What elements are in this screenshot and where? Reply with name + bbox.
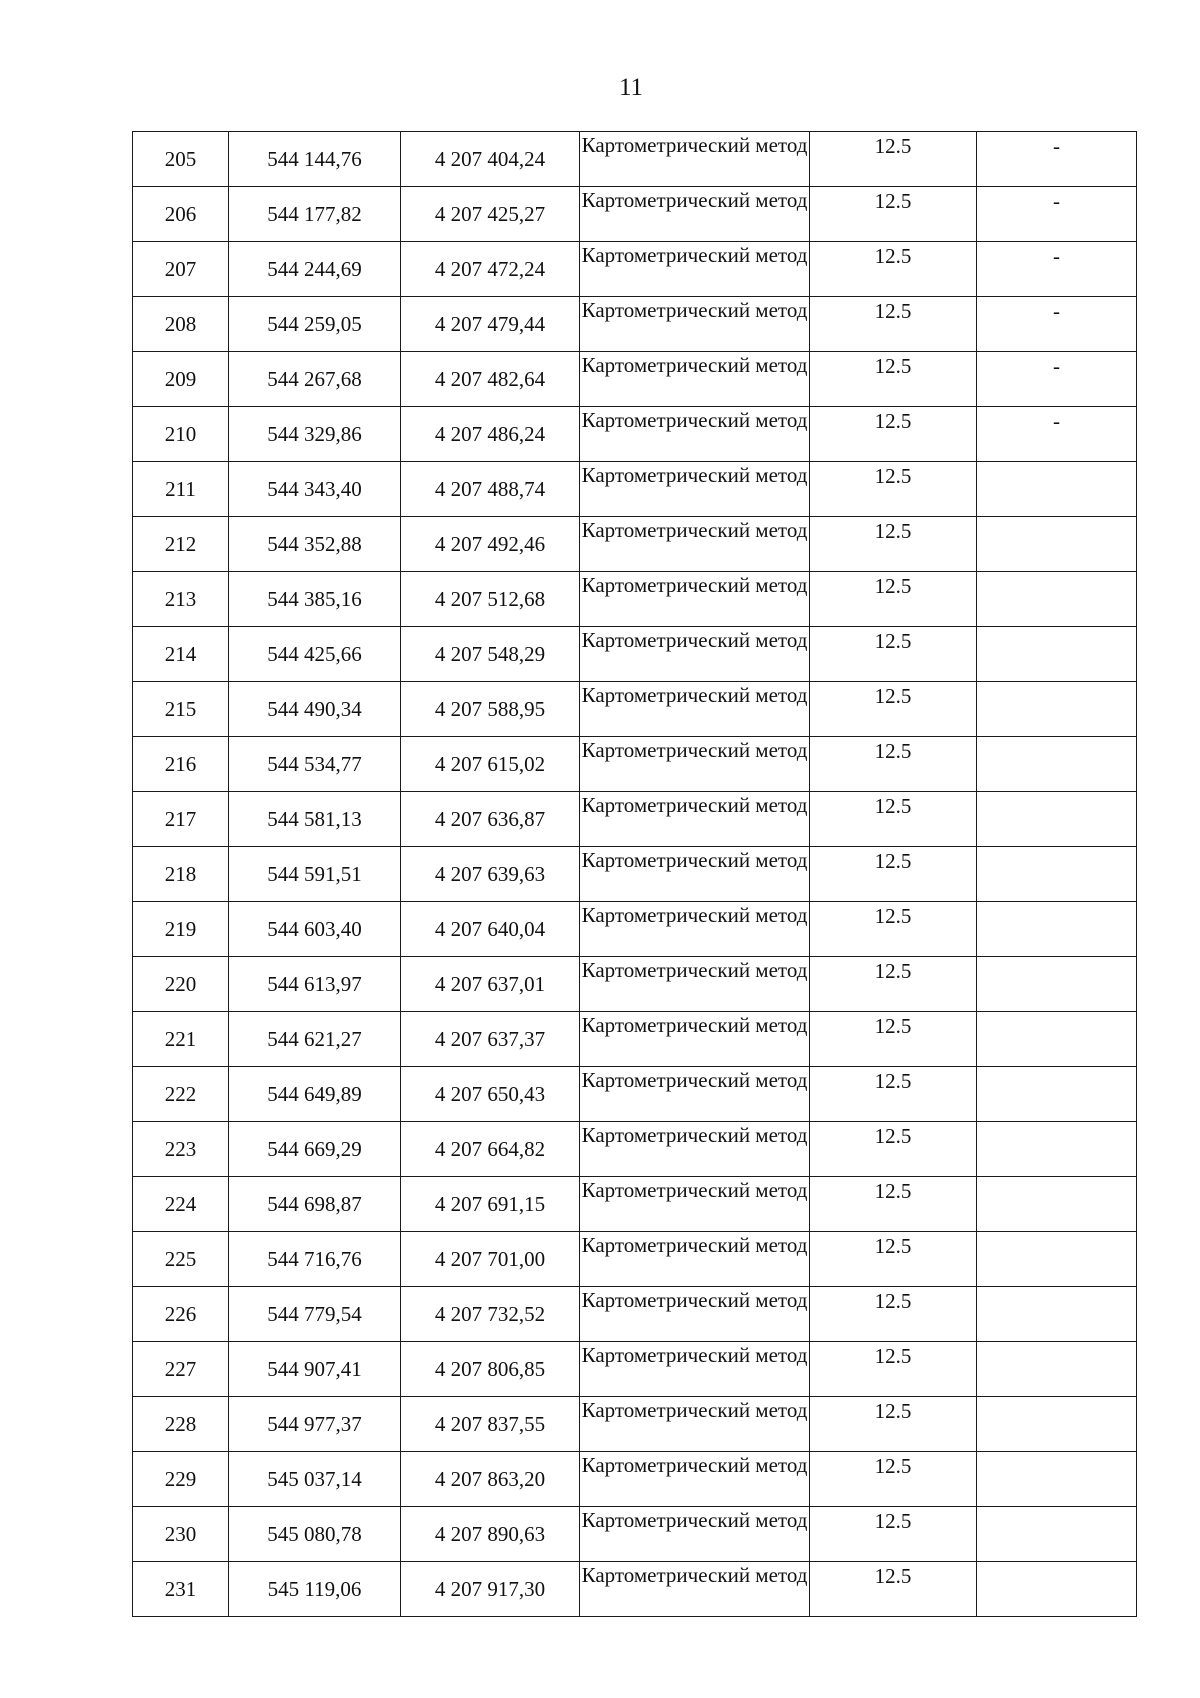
method-cell: Картометрический метод	[580, 682, 810, 737]
coordinate-y-cell: 4 207 691,15	[401, 1177, 580, 1232]
note-cell	[977, 847, 1137, 902]
coordinate-y-cell: 4 207 615,02	[401, 737, 580, 792]
table-row	[133, 737, 1137, 792]
note-cell	[977, 517, 1137, 572]
table-row	[133, 187, 1137, 242]
note-cell: -	[977, 132, 1137, 187]
coordinate-x-cell: 544 977,37	[229, 1397, 401, 1452]
coordinate-y-cell: 4 207 732,52	[401, 1287, 580, 1342]
coordinate-y-cell: 4 207 488,74	[401, 462, 580, 517]
point-number-cell: 227	[133, 1342, 229, 1397]
accuracy-cell: 12.5	[810, 1067, 977, 1122]
method-cell: Картометрический метод	[580, 1452, 810, 1507]
accuracy-cell: 12.5	[810, 297, 977, 352]
method-cell: Картометрический метод	[580, 1067, 810, 1122]
note-cell: -	[977, 242, 1137, 297]
accuracy-cell: 12.5	[810, 1452, 977, 1507]
coordinate-x-cell: 544 259,05	[229, 297, 401, 352]
point-number-cell: 225	[133, 1232, 229, 1287]
coordinate-x-cell: 544 613,97	[229, 957, 401, 1012]
table-row	[133, 1287, 1137, 1342]
accuracy-cell: 12.5	[810, 1177, 977, 1232]
method-cell: Картометрический метод	[580, 627, 810, 682]
point-number-cell: 220	[133, 957, 229, 1012]
coordinate-y-cell: 4 207 482,64	[401, 352, 580, 407]
table-row	[133, 1397, 1137, 1452]
note-cell	[977, 462, 1137, 517]
note-cell: -	[977, 297, 1137, 352]
method-cell: Картометрический метод	[580, 1012, 810, 1067]
note-cell	[977, 1122, 1137, 1177]
point-number-cell: 210	[133, 407, 229, 462]
coordinate-y-cell: 4 207 701,00	[401, 1232, 580, 1287]
table-row	[133, 517, 1137, 572]
coordinate-x-cell: 544 716,76	[229, 1232, 401, 1287]
coordinate-y-cell: 4 207 492,46	[401, 517, 580, 572]
table-row	[133, 957, 1137, 1012]
note-cell	[977, 957, 1137, 1012]
note-cell	[977, 1452, 1137, 1507]
note-cell	[977, 1067, 1137, 1122]
table-body	[133, 132, 1137, 1617]
table-row	[133, 1562, 1137, 1617]
table-row	[133, 1177, 1137, 1232]
table-row	[133, 1507, 1137, 1562]
table-row	[133, 132, 1137, 187]
method-cell: Картометрический метод	[580, 902, 810, 957]
coordinate-x-cell: 544 329,86	[229, 407, 401, 462]
coordinate-y-cell: 4 207 404,24	[401, 132, 580, 187]
table-row	[133, 572, 1137, 627]
table-row	[133, 407, 1137, 462]
method-cell: Картометрический метод	[580, 737, 810, 792]
accuracy-cell: 12.5	[810, 352, 977, 407]
note-cell: -	[977, 407, 1137, 462]
point-number-cell: 221	[133, 1012, 229, 1067]
note-cell: -	[977, 352, 1137, 407]
coordinate-y-cell: 4 207 486,24	[401, 407, 580, 462]
accuracy-cell: 12.5	[810, 1287, 977, 1342]
point-number-cell: 208	[133, 297, 229, 352]
table-row	[133, 1012, 1137, 1067]
note-cell	[977, 572, 1137, 627]
table-row	[133, 627, 1137, 682]
note-cell	[977, 1287, 1137, 1342]
coordinate-y-cell: 4 207 650,43	[401, 1067, 580, 1122]
method-cell: Картометрический метод	[580, 1232, 810, 1287]
point-number-cell: 207	[133, 242, 229, 297]
method-cell: Картометрический метод	[580, 572, 810, 627]
accuracy-cell: 12.5	[810, 902, 977, 957]
coordinate-y-cell: 4 207 512,68	[401, 572, 580, 627]
method-cell: Картометрический метод	[580, 957, 810, 1012]
table-row	[133, 792, 1137, 847]
coordinate-y-cell: 4 207 425,27	[401, 187, 580, 242]
accuracy-cell: 12.5	[810, 792, 977, 847]
accuracy-cell: 12.5	[810, 242, 977, 297]
coordinate-x-cell: 544 534,77	[229, 737, 401, 792]
note-cell	[977, 1342, 1137, 1397]
coordinate-x-cell: 544 385,16	[229, 572, 401, 627]
method-cell: Картометрический метод	[580, 1562, 810, 1617]
coordinate-y-cell: 4 207 917,30	[401, 1562, 580, 1617]
accuracy-cell: 12.5	[810, 1562, 977, 1617]
table-row	[133, 1342, 1137, 1397]
accuracy-cell: 12.5	[810, 132, 977, 187]
note-cell	[977, 1012, 1137, 1067]
point-number-cell: 215	[133, 682, 229, 737]
method-cell: Картометрический метод	[580, 187, 810, 242]
point-number-cell: 217	[133, 792, 229, 847]
coordinate-y-cell: 4 207 479,44	[401, 297, 580, 352]
note-cell	[977, 627, 1137, 682]
method-cell: Картометрический метод	[580, 352, 810, 407]
coordinate-y-cell: 4 207 637,01	[401, 957, 580, 1012]
point-number-cell: 224	[133, 1177, 229, 1232]
coordinate-x-cell: 544 669,29	[229, 1122, 401, 1177]
method-cell: Картометрический метод	[580, 1397, 810, 1452]
point-number-cell: 231	[133, 1562, 229, 1617]
table-row	[133, 352, 1137, 407]
coordinate-x-cell: 544 621,27	[229, 1012, 401, 1067]
accuracy-cell: 12.5	[810, 1342, 977, 1397]
coordinate-y-cell: 4 207 664,82	[401, 1122, 580, 1177]
accuracy-cell: 12.5	[810, 1012, 977, 1067]
method-cell: Картометрический метод	[580, 1342, 810, 1397]
table-row	[133, 1232, 1137, 1287]
method-cell: Картометрический метод	[580, 847, 810, 902]
method-cell: Картометрический метод	[580, 407, 810, 462]
coordinate-x-cell: 544 907,41	[229, 1342, 401, 1397]
coordinate-x-cell: 544 343,40	[229, 462, 401, 517]
coordinate-x-cell: 544 244,69	[229, 242, 401, 297]
coordinate-y-cell: 4 207 588,95	[401, 682, 580, 737]
method-cell: Картометрический метод	[580, 1177, 810, 1232]
table-row	[133, 1067, 1137, 1122]
coordinate-y-cell: 4 207 890,63	[401, 1507, 580, 1562]
method-cell: Картометрический метод	[580, 1507, 810, 1562]
coordinate-y-cell: 4 207 637,37	[401, 1012, 580, 1067]
accuracy-cell: 12.5	[810, 847, 977, 902]
point-number-cell: 226	[133, 1287, 229, 1342]
point-number-cell: 229	[133, 1452, 229, 1507]
note-cell	[977, 737, 1137, 792]
coordinate-y-cell: 4 207 806,85	[401, 1342, 580, 1397]
point-number-cell: 209	[133, 352, 229, 407]
note-cell: -	[977, 187, 1137, 242]
note-cell	[977, 1507, 1137, 1562]
coordinate-y-cell: 4 207 472,24	[401, 242, 580, 297]
method-cell: Картометрический метод	[580, 297, 810, 352]
note-cell	[977, 1562, 1137, 1617]
coordinates-table	[132, 131, 1137, 1617]
accuracy-cell: 12.5	[810, 517, 977, 572]
point-number-cell: 206	[133, 187, 229, 242]
coordinate-x-cell: 545 119,06	[229, 1562, 401, 1617]
point-number-cell: 218	[133, 847, 229, 902]
coordinate-x-cell: 544 649,89	[229, 1067, 401, 1122]
coordinate-y-cell: 4 207 636,87	[401, 792, 580, 847]
note-cell	[977, 792, 1137, 847]
coordinate-y-cell: 4 207 548,29	[401, 627, 580, 682]
coordinate-x-cell: 544 698,87	[229, 1177, 401, 1232]
coordinate-y-cell: 4 207 837,55	[401, 1397, 580, 1452]
coordinate-y-cell: 4 207 863,20	[401, 1452, 580, 1507]
method-cell: Картометрический метод	[580, 792, 810, 847]
point-number-cell: 230	[133, 1507, 229, 1562]
accuracy-cell: 12.5	[810, 627, 977, 682]
table-row	[133, 847, 1137, 902]
point-number-cell: 205	[133, 132, 229, 187]
method-cell: Картометрический метод	[580, 1122, 810, 1177]
coordinate-x-cell: 544 603,40	[229, 902, 401, 957]
coordinate-x-cell: 545 037,14	[229, 1452, 401, 1507]
accuracy-cell: 12.5	[810, 572, 977, 627]
table-row	[133, 902, 1137, 957]
point-number-cell: 213	[133, 572, 229, 627]
table-row	[133, 242, 1137, 297]
coordinate-y-cell: 4 207 639,63	[401, 847, 580, 902]
coordinate-x-cell: 544 591,51	[229, 847, 401, 902]
note-cell	[977, 682, 1137, 737]
coordinate-y-cell: 4 207 640,04	[401, 902, 580, 957]
note-cell	[977, 1232, 1137, 1287]
accuracy-cell: 12.5	[810, 187, 977, 242]
accuracy-cell: 12.5	[810, 682, 977, 737]
method-cell: Картометрический метод	[580, 132, 810, 187]
accuracy-cell: 12.5	[810, 407, 977, 462]
coordinate-x-cell: 545 080,78	[229, 1507, 401, 1562]
accuracy-cell: 12.5	[810, 957, 977, 1012]
page-number: 11	[618, 74, 644, 101]
coordinate-x-cell: 544 267,68	[229, 352, 401, 407]
method-cell: Картометрический метод	[580, 462, 810, 517]
accuracy-cell: 12.5	[810, 1397, 977, 1452]
coordinate-x-cell: 544 177,82	[229, 187, 401, 242]
method-cell: Картометрический метод	[580, 242, 810, 297]
coordinate-x-cell: 544 581,13	[229, 792, 401, 847]
method-cell: Картометрический метод	[580, 517, 810, 572]
point-number-cell: 216	[133, 737, 229, 792]
table-row	[133, 1452, 1137, 1507]
accuracy-cell: 12.5	[810, 462, 977, 517]
coordinate-x-cell: 544 779,54	[229, 1287, 401, 1342]
coordinate-x-cell: 544 144,76	[229, 132, 401, 187]
point-number-cell: 223	[133, 1122, 229, 1177]
point-number-cell: 212	[133, 517, 229, 572]
point-number-cell: 222	[133, 1067, 229, 1122]
table-row	[133, 682, 1137, 737]
accuracy-cell: 12.5	[810, 1507, 977, 1562]
coordinate-x-cell: 544 425,66	[229, 627, 401, 682]
table-row	[133, 297, 1137, 352]
coordinate-x-cell: 544 352,88	[229, 517, 401, 572]
accuracy-cell: 12.5	[810, 737, 977, 792]
point-number-cell: 219	[133, 902, 229, 957]
note-cell	[977, 902, 1137, 957]
table-row	[133, 462, 1137, 517]
accuracy-cell: 12.5	[810, 1122, 977, 1177]
coordinate-x-cell: 544 490,34	[229, 682, 401, 737]
point-number-cell: 214	[133, 627, 229, 682]
point-number-cell: 228	[133, 1397, 229, 1452]
method-cell: Картометрический метод	[580, 1287, 810, 1342]
point-number-cell: 211	[133, 462, 229, 517]
table-row	[133, 1122, 1137, 1177]
note-cell	[977, 1177, 1137, 1232]
note-cell	[977, 1397, 1137, 1452]
accuracy-cell: 12.5	[810, 1232, 977, 1287]
